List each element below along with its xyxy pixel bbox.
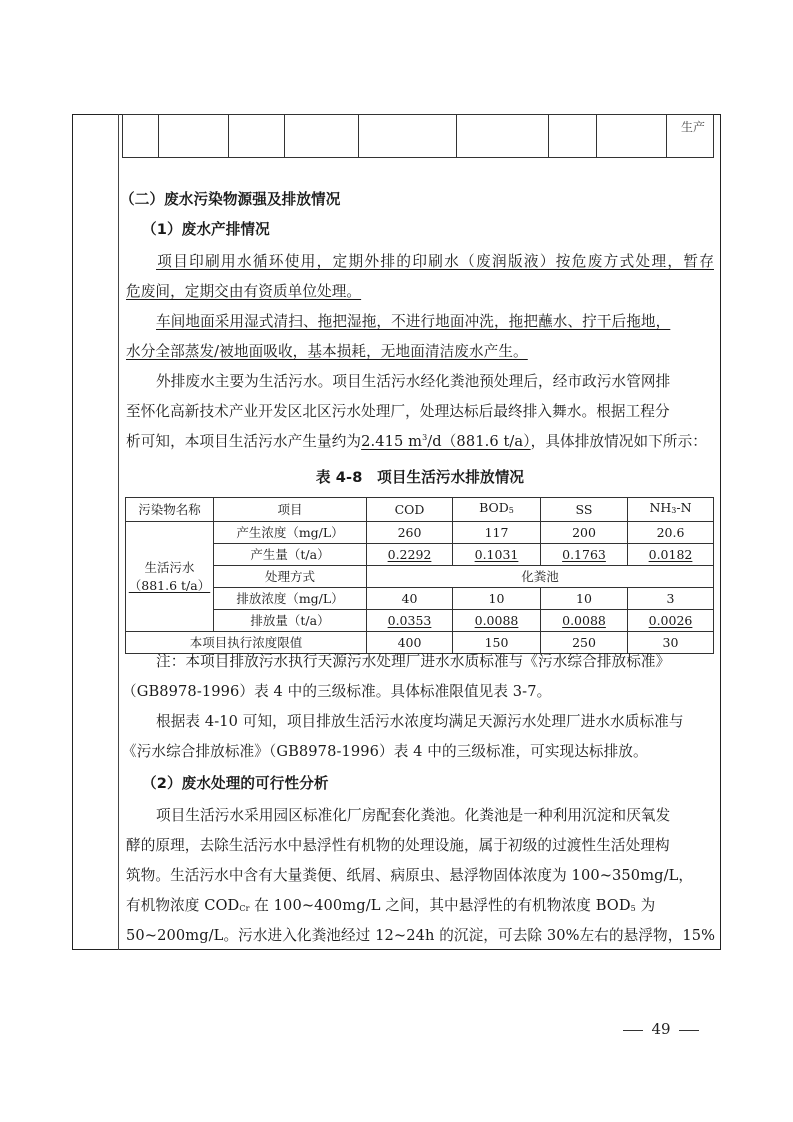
treatment-method: 化粪池 (367, 566, 714, 588)
table-cell (453, 610, 541, 632)
table-cell: 260 (367, 522, 453, 544)
paragraph-line: 《污水综合排放标准》（GB8978-1996）表 4 中的三级标准，可实现达标排放。 (122, 743, 648, 760)
section-heading: （二）废水污染物源强及排放情况 (120, 191, 341, 208)
header-item: 项目 (214, 498, 367, 522)
wastewater-volume (361, 433, 531, 450)
table-cell (628, 544, 714, 566)
frame-column-divider (118, 114, 119, 950)
table-cell: 250 (541, 632, 628, 654)
table-cell (597, 115, 667, 158)
text-span: 在 100~400mg/L 之间，其中悬浮性的有机物浓度 BOD (249, 897, 631, 914)
subsection-heading-1: （1）废水产排情况 (142, 221, 270, 238)
paragraph-line (126, 310, 714, 331)
paragraph-line: 项目生活污水采用园区标准化厂房配套化粪池。化粪池是一种利用沉淀和厌氧发 (156, 807, 671, 824)
header-bod5 (453, 498, 541, 522)
cell-text: 生产 (680, 120, 705, 134)
table-cell (367, 544, 453, 566)
header-pollutant: 污染物名称 (126, 498, 214, 522)
paragraph-line (126, 280, 714, 301)
table-cell: 400 (367, 632, 453, 654)
paragraph-line: 酵的原理，去除生活污水中悬浮性有机物的处理设施，属于初级的过渡性生活处理构 (126, 837, 670, 854)
table-row (126, 544, 714, 566)
cell-value: 0.0088 (562, 612, 606, 628)
table-cell (229, 115, 285, 158)
table-cell (457, 115, 549, 158)
paragraph-line (126, 250, 714, 271)
table-header-row (126, 498, 714, 522)
table-row (126, 610, 714, 632)
text-span: -N (676, 500, 692, 515)
table-cell: 3 (628, 588, 714, 610)
page-number-text: 49 (651, 1020, 671, 1038)
table-cell (285, 115, 359, 158)
table-cell: 200 (541, 522, 628, 544)
table-cell (541, 544, 628, 566)
row-item: 排放浓度（mg/L） (214, 588, 367, 610)
table-cell: 150 (453, 632, 541, 654)
table-row (126, 588, 714, 610)
underlined-text: 车间地面采用湿式清扫、拖把湿拖，不进行地面冲洗，拖把蘸水、拧干后拖地， (156, 313, 671, 330)
paragraph-line: 外排废水主要为生活污水。项目生活污水经化粪池预处理后，经市政污水管网排 (156, 373, 671, 390)
text-span: 有机物浓度 COD (126, 897, 240, 914)
table-title: 表 4-8 项目生活污水排放情况 (315, 469, 525, 486)
group-label (126, 522, 214, 632)
table-cell (359, 115, 457, 158)
subscript: 5 (508, 506, 514, 515)
table-cell (667, 115, 714, 158)
paragraph-line: 根据表 4-10 可知，项目排放生活污水浓度均满足天源污水处理厂进水水质标准与 (156, 713, 684, 730)
table-cell: 117 (453, 522, 541, 544)
cell-value: 0.0026 (648, 612, 693, 628)
table-cell: 10 (453, 588, 541, 610)
row-item: 产生浓度（mg/L） (214, 522, 367, 544)
table-cell (453, 544, 541, 566)
subscript: 5 (630, 904, 636, 913)
page-number (606, 1020, 716, 1038)
group-label-name: 生活污水 (144, 559, 195, 575)
row-item: 产生量（t/a） (214, 544, 367, 566)
cell-value: 0.0353 (387, 612, 432, 628)
paragraph-line: 至怀化高新技术产业开发区北区污水处理厂，处理达标后最终排入舞水。根据工程分 (126, 403, 670, 420)
paragraph-line (126, 894, 714, 915)
superscript: 3 (422, 433, 428, 443)
table-cell (159, 115, 229, 158)
header-nh3n (628, 498, 714, 522)
cell-value: 0.0088 (474, 612, 519, 628)
subscript: Cr (239, 904, 250, 913)
note-line: 注：本项目排放污水执行天源污水处理厂进水水质标准与《污水综合排放标准》 (156, 653, 671, 670)
note-line: （GB8978-1996）表 4 中的三级标准。具体标准限值见表 3-7。 (122, 683, 552, 700)
table-cell (367, 610, 453, 632)
limit-label: 本项目执行浓度限值 (126, 632, 367, 654)
text-span: 2.415 m (361, 433, 423, 450)
wastewater-table (125, 497, 714, 654)
paragraph-line (126, 340, 714, 361)
underlined-text: 危废间，定期交由有资质单位处理。 (126, 283, 362, 300)
header-ss: SS (541, 498, 628, 522)
text-span: 析可知，本项目生活污水产生量约为 (126, 433, 362, 450)
cell-value: 0.1763 (562, 546, 606, 562)
paragraph-line (126, 430, 714, 451)
table-row (126, 522, 714, 544)
cell-value: 0.2292 (387, 546, 432, 562)
row-item: 处理方式 (214, 566, 367, 588)
table-cell (628, 610, 714, 632)
cell-value: 0.1031 (474, 546, 519, 562)
continued-table (122, 114, 714, 158)
paragraph-line: 50~200mg/L。污水进入化粪池经过 12~24h 的沉淀，可去除 30%左右的悬浮物，15% (126, 927, 716, 944)
text-span: 为 (635, 897, 656, 914)
table-cell (549, 115, 597, 158)
group-label-volume: （881.6 t/a） (128, 577, 211, 593)
subscript: 3 (671, 506, 677, 515)
table-cell: 10 (541, 588, 628, 610)
table-cell: 40 (367, 588, 453, 610)
dash-right (679, 1030, 699, 1031)
underlined-text: 水分全部蒸发/被地面吸收，基本损耗，无地面清洁废水产生。 (126, 343, 528, 360)
paragraph-line: 筑物。生活污水中含有大量粪便、纸屑、病原虫、悬浮物固体浓度为 100~350mg/L， (126, 867, 694, 884)
dash-left (623, 1030, 643, 1031)
header-cod: COD (367, 498, 453, 522)
table-cell: 30 (628, 632, 714, 654)
text-span: BOD (479, 500, 509, 515)
table-cell (541, 610, 628, 632)
text-span: /d（881.6 t/a） (427, 433, 531, 450)
subsection-heading-2: （2）废水处理的可行性分析 (142, 775, 329, 792)
cell-value: 0.0182 (648, 546, 693, 562)
row-item: 排放量（t/a） (214, 610, 367, 632)
table-row (126, 566, 714, 588)
table-cell (123, 115, 159, 158)
table-cell: 20.6 (628, 522, 714, 544)
text-span: ，具体排放情况如下所示： (530, 433, 707, 450)
text-span: NH (649, 500, 672, 515)
underlined-text: 项目印刷用水循环使用，定期外排的印刷水（废润版液）按危废方式处理，暂存 (156, 253, 714, 270)
